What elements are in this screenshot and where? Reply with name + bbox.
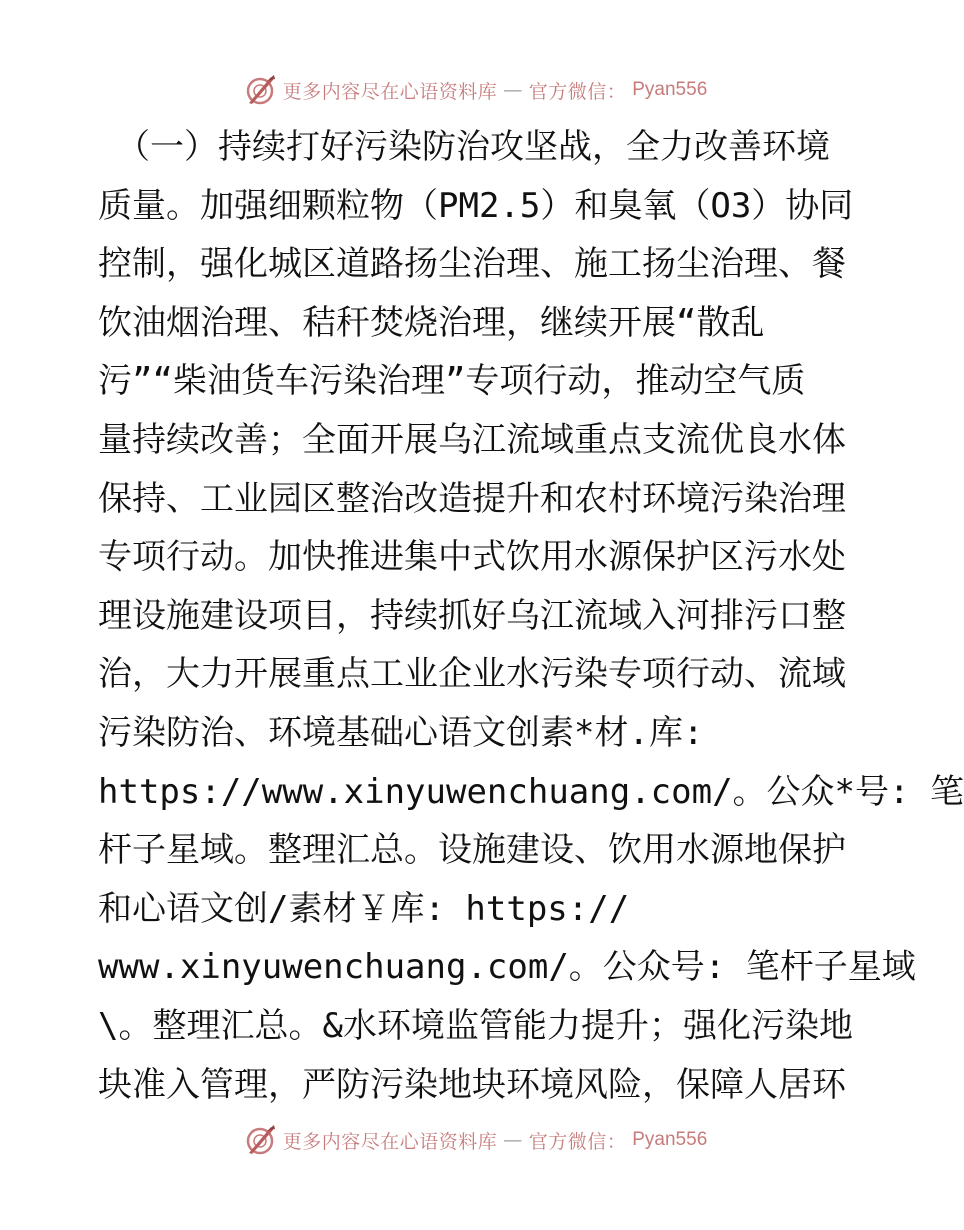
document-body	[98, 118, 964, 1114]
text-line: 块准入管理，严防污染地块环境风险，保障人居环	[98, 1064, 846, 1105]
text-line: \。整理汇总。&水环境监管能力提升；强化污染地	[98, 1005, 853, 1046]
wechat-id: Pyan556	[632, 79, 708, 100]
text-line: （一）持续打好污染防治攻坚战，全力改善环境	[116, 127, 830, 167]
site-slogan: 更多内容尽在心语资料库	[282, 1130, 498, 1153]
text-line: 污染防治、环境基础心语文创素*材.库:	[98, 712, 704, 753]
quill-pen-seal-icon	[243, 1123, 277, 1157]
text-line: 杆子星域。整理汇总。设施建设、饮用水源地保护	[98, 830, 846, 871]
text-line: 质量。加强细颗粒物（PM2.5）和臭氧（O3）协同	[98, 185, 854, 226]
text-line: 饮油烟治理、秸秆焚烧治理，继续开展“散乱	[98, 302, 765, 343]
footer-banner	[0, 1122, 950, 1158]
quill-pen-seal-icon	[243, 73, 277, 107]
banner-separator: —	[503, 1129, 523, 1151]
header-banner	[0, 72, 950, 108]
text-line: 污”“柴油货车污染治理”专项行动，推动空气质	[98, 361, 806, 402]
banner-separator: —	[503, 79, 523, 101]
text-line: 控制，强化城区道路扬尘治理、施工扬尘治理、餐	[98, 244, 846, 285]
text-line: 保持、工业园区整治改造提升和农村环境污染治理	[98, 478, 846, 519]
text-line: 理设施建设项目，持续抓好乌江流域入河排污口整	[98, 595, 846, 636]
wechat-label: 官方微信：	[528, 1130, 627, 1153]
wechat-id: Pyan556	[632, 1129, 708, 1150]
text-line: 专项行动。加快推进集中式饮用水源保护区污水处	[98, 537, 846, 578]
url-line: www.xinyuwenchuang.com/。公众号: 笔杆子星域	[98, 947, 916, 988]
url-line: https://www.xinyuwenchuang.com/。公众*号: 笔	[98, 771, 964, 812]
text-line: 量持续改善；全面开展乌江流域重点支流优良水体	[98, 419, 846, 460]
url-line: 和心语文创/素材￥库: https://	[98, 888, 630, 929]
text-line: 治，大力开展重点工业企业水污染专项行动、流域	[98, 654, 846, 695]
site-slogan: 更多内容尽在心语资料库	[282, 80, 498, 103]
wechat-label: 官方微信：	[528, 80, 627, 103]
